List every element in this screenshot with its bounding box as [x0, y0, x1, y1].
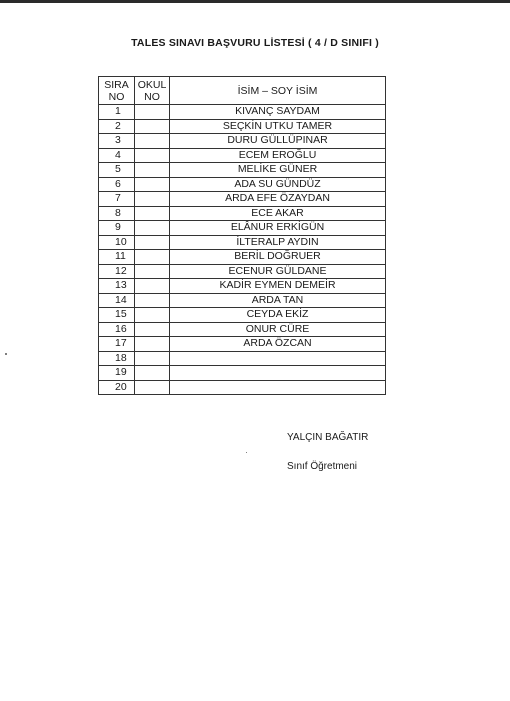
school-number-cell — [135, 293, 170, 308]
table-row — [99, 351, 386, 366]
table-row — [99, 337, 386, 352]
table-row — [99, 177, 386, 192]
row-number-cell: 18 — [99, 351, 135, 366]
student-name-cell — [170, 380, 386, 395]
row-number-cell: 2 — [99, 119, 135, 134]
school-number-cell — [135, 264, 170, 279]
header-sira-line1: SIRA — [104, 78, 129, 91]
table-row — [99, 264, 386, 279]
school-number-cell — [135, 279, 170, 294]
student-name-cell: İLTERALP AYDIN — [170, 235, 386, 250]
student-name-cell: SEÇKİN UTKU TAMER — [170, 119, 386, 134]
row-number-cell: 9 — [99, 221, 135, 236]
header-name: İSİM – SOY İSİM — [170, 77, 386, 105]
student-name-cell — [170, 366, 386, 381]
school-number-cell — [135, 250, 170, 265]
row-number-cell: 4 — [99, 148, 135, 163]
row-number-cell: 16 — [99, 322, 135, 337]
teacher-name: YALÇIN BAĞATIR — [287, 432, 369, 443]
school-number-cell — [135, 206, 170, 221]
school-number-cell — [135, 308, 170, 323]
school-number-cell — [135, 192, 170, 207]
school-number-cell — [135, 337, 170, 352]
row-number-cell: 20 — [99, 380, 135, 395]
table-row — [99, 322, 386, 337]
row-number-cell: 8 — [99, 206, 135, 221]
table-row — [99, 163, 386, 178]
school-number-cell — [135, 322, 170, 337]
row-number-cell: 7 — [99, 192, 135, 207]
table-row — [99, 105, 386, 120]
student-name-cell: CEYDA EKİZ — [170, 308, 386, 323]
table-row — [99, 250, 386, 265]
table-row — [99, 206, 386, 221]
school-number-cell — [135, 177, 170, 192]
school-number-cell — [135, 119, 170, 134]
row-number-cell: 5 — [99, 163, 135, 178]
table-row — [99, 366, 386, 381]
row-number-cell: 14 — [99, 293, 135, 308]
application-list-table — [98, 76, 386, 395]
table-row — [99, 134, 386, 149]
student-name-cell: ECEM EROĞLU — [170, 148, 386, 163]
school-number-cell — [135, 163, 170, 178]
student-name-cell: ECE AKAR — [170, 206, 386, 221]
student-name-cell: ARDA TAN — [170, 293, 386, 308]
school-number-cell — [135, 134, 170, 149]
school-number-cell — [135, 221, 170, 236]
row-number-cell: 17 — [99, 337, 135, 352]
table-row — [99, 235, 386, 250]
row-number-cell: 12 — [99, 264, 135, 279]
student-name-cell: ECENUR GÜLDANE — [170, 264, 386, 279]
row-number-cell: 6 — [99, 177, 135, 192]
row-number-cell: 11 — [99, 250, 135, 265]
student-name-cell: ADA SU GÜNDÜZ — [170, 177, 386, 192]
student-name-cell: BERİL DOĞRUER — [170, 250, 386, 265]
row-number-cell: 15 — [99, 308, 135, 323]
header-okul-no — [135, 77, 170, 105]
page-title: TALES SINAVI BAŞVURU LİSTESİ ( 4 / D SINIFI ) — [131, 37, 379, 49]
teacher-role: Sınıf Öğretmeni — [287, 461, 358, 472]
table-row — [99, 308, 386, 323]
header-okul-line2: NO — [144, 90, 160, 103]
student-name-cell: ELÂNUR ERKİGÜN — [170, 221, 386, 236]
table-row — [99, 119, 386, 134]
scan-speck — [246, 452, 247, 453]
student-name-cell: ONUR CÜRE — [170, 322, 386, 337]
table-row — [99, 279, 386, 294]
row-number-cell: 13 — [99, 279, 135, 294]
header-sira-line2: NO — [108, 90, 125, 103]
school-number-cell — [135, 366, 170, 381]
student-name-cell: MELİKE GÜNER — [170, 163, 386, 178]
student-name-cell — [170, 351, 386, 366]
student-name-cell: DURU GÜLLÜPINAR — [170, 134, 386, 149]
table-row — [99, 148, 386, 163]
scan-top-edge — [0, 0, 510, 3]
school-number-cell — [135, 105, 170, 120]
header-okul-line1: OKUL — [137, 78, 167, 91]
school-number-cell — [135, 148, 170, 163]
student-name-cell: KADİR EYMEN DEMEİR — [170, 279, 386, 294]
student-name-cell: ARDA EFE ÖZAYDAN — [170, 192, 386, 207]
row-number-cell: 1 — [99, 105, 135, 120]
table-row — [99, 221, 386, 236]
header-sira-no — [99, 77, 135, 105]
school-number-cell — [135, 351, 170, 366]
student-name-cell: ARDA ÖZCAN — [170, 337, 386, 352]
table-row — [99, 192, 386, 207]
school-number-cell — [135, 235, 170, 250]
student-name-cell: KIVANÇ SAYDAM — [170, 105, 386, 120]
row-number-cell: 19 — [99, 366, 135, 381]
table-row — [99, 293, 386, 308]
table-header-row — [99, 77, 386, 105]
table-row — [99, 380, 386, 395]
scan-speck — [5, 353, 7, 355]
school-number-cell — [135, 380, 170, 395]
row-number-cell: 10 — [99, 235, 135, 250]
row-number-cell: 3 — [99, 134, 135, 149]
